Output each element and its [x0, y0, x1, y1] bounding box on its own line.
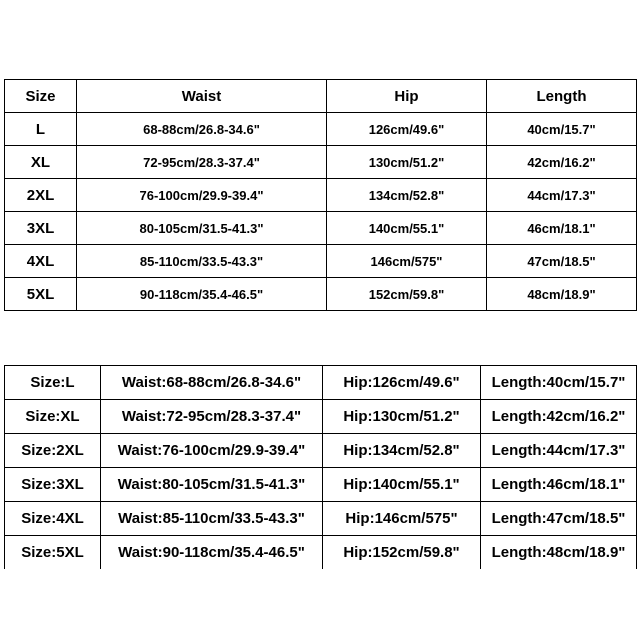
hip-cell: 134cm/52.8" — [327, 179, 487, 212]
length-cell: Length:48cm/18.9" — [481, 536, 637, 570]
waist-cell: Waist:85-110cm/33.5-43.3" — [101, 502, 323, 536]
table-row — [5, 212, 637, 245]
table-row — [5, 502, 637, 536]
hip-cell: Hip:134cm/52.8" — [323, 434, 481, 468]
hip-cell: 146cm/575" — [327, 245, 487, 278]
hip-cell: Hip:152cm/59.8" — [323, 536, 481, 570]
table-row — [5, 536, 637, 570]
hip-cell: Hip:130cm/51.2" — [323, 400, 481, 434]
hip-cell: 126cm/49.6" — [327, 113, 487, 146]
length-cell: 46cm/18.1" — [487, 212, 637, 245]
size-detail-table — [4, 365, 637, 569]
table-row — [5, 113, 637, 146]
length-cell: 44cm/17.3" — [487, 179, 637, 212]
length-cell: 42cm/16.2" — [487, 146, 637, 179]
length-cell: Length:40cm/15.7" — [481, 366, 637, 400]
waist-cell: 90-118cm/35.4-46.5" — [77, 278, 327, 311]
hip-cell: Hip:140cm/55.1" — [323, 468, 481, 502]
hip-cell: 140cm/55.1" — [327, 212, 487, 245]
waist-cell: 80-105cm/31.5-41.3" — [77, 212, 327, 245]
size-cell: Size:XL — [5, 400, 101, 434]
table-row — [5, 434, 637, 468]
waist-cell: 72-95cm/28.3-37.4" — [77, 146, 327, 179]
waist-cell: 68-88cm/26.8-34.6" — [77, 113, 327, 146]
size-cell: 3XL — [5, 212, 77, 245]
header-waist: Waist — [77, 80, 327, 113]
size-cell: Size:L — [5, 366, 101, 400]
table-row — [5, 278, 637, 311]
size-chart-table — [4, 79, 637, 311]
table-row — [5, 468, 637, 502]
header-hip: Hip — [327, 80, 487, 113]
hip-cell: 130cm/51.2" — [327, 146, 487, 179]
size-cell: 2XL — [5, 179, 77, 212]
waist-cell: 85-110cm/33.5-43.3" — [77, 245, 327, 278]
waist-cell: Waist:76-100cm/29.9-39.4" — [101, 434, 323, 468]
hip-cell: Hip:126cm/49.6" — [323, 366, 481, 400]
table-row — [5, 179, 637, 212]
size-cell: 4XL — [5, 245, 77, 278]
header-size: Size — [5, 80, 77, 113]
length-cell: Length:47cm/18.5" — [481, 502, 637, 536]
table-row — [5, 245, 637, 278]
size-cell: Size:2XL — [5, 434, 101, 468]
table-row — [5, 146, 637, 179]
size-cell: XL — [5, 146, 77, 179]
size-cell: Size:4XL — [5, 502, 101, 536]
length-cell: Length:44cm/17.3" — [481, 434, 637, 468]
size-cell: 5XL — [5, 278, 77, 311]
length-cell: 40cm/15.7" — [487, 113, 637, 146]
table-row — [5, 366, 637, 400]
length-cell: Length:42cm/16.2" — [481, 400, 637, 434]
hip-cell: Hip:146cm/575" — [323, 502, 481, 536]
table-header-row — [5, 80, 637, 113]
length-cell: 47cm/18.5" — [487, 245, 637, 278]
waist-cell: Waist:72-95cm/28.3-37.4" — [101, 400, 323, 434]
length-cell: Length:46cm/18.1" — [481, 468, 637, 502]
size-cell: Size:5XL — [5, 536, 101, 570]
size-cell: L — [5, 113, 77, 146]
header-length: Length — [487, 80, 637, 113]
table-row — [5, 400, 637, 434]
waist-cell: Waist:68-88cm/26.8-34.6" — [101, 366, 323, 400]
waist-cell: 76-100cm/29.9-39.4" — [77, 179, 327, 212]
size-cell: Size:3XL — [5, 468, 101, 502]
length-cell: 48cm/18.9" — [487, 278, 637, 311]
waist-cell: Waist:80-105cm/31.5-41.3" — [101, 468, 323, 502]
hip-cell: 152cm/59.8" — [327, 278, 487, 311]
waist-cell: Waist:90-118cm/35.4-46.5" — [101, 536, 323, 570]
